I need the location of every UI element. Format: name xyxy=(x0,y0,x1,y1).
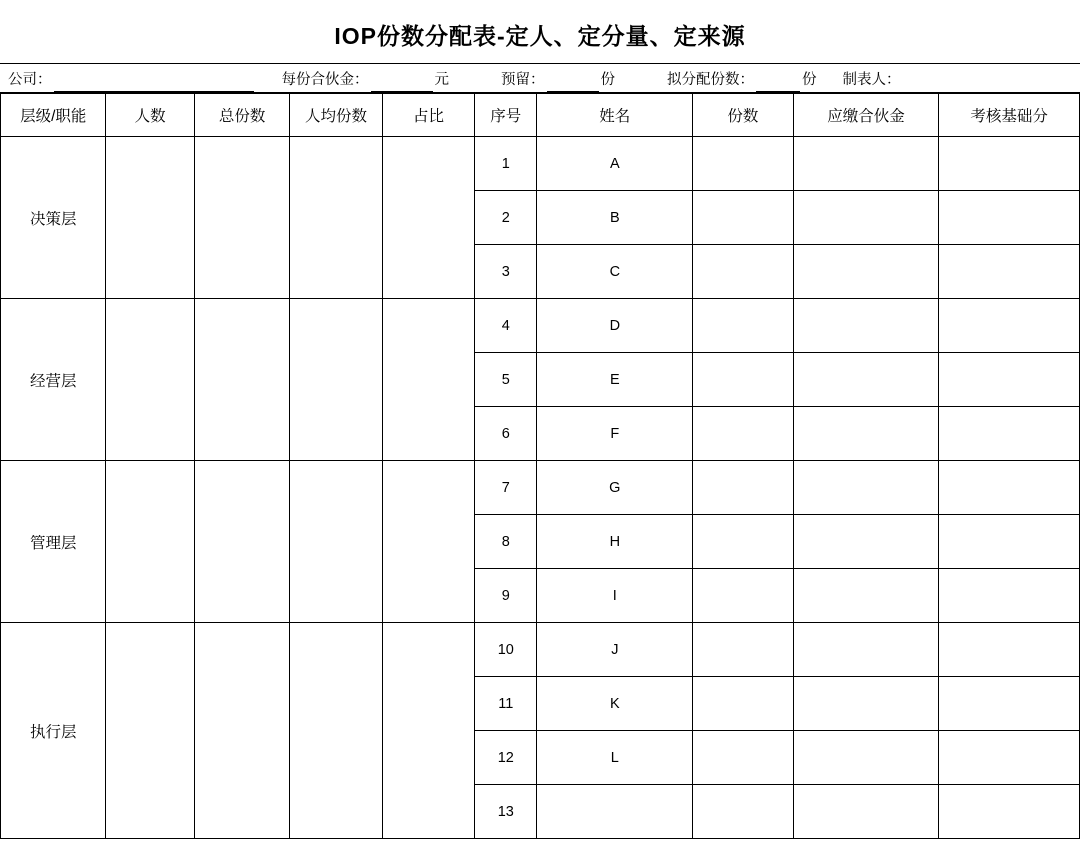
table-row xyxy=(1,299,1080,353)
header-name: 姓名 xyxy=(537,94,693,137)
header-total-shares: 总份数 xyxy=(194,94,289,137)
score-cell[interactable] xyxy=(939,137,1080,191)
header-level: 层级/职能 xyxy=(1,94,106,137)
shares-cell[interactable] xyxy=(693,137,793,191)
name-cell[interactable]: E xyxy=(537,353,693,407)
shares-cell[interactable] xyxy=(693,569,793,623)
company-input[interactable] xyxy=(54,74,254,92)
planned-field[interactable] xyxy=(667,68,817,92)
level-cell-operation: 经营层 xyxy=(1,299,106,461)
table-body xyxy=(1,137,1080,839)
fee-cell[interactable] xyxy=(793,461,939,515)
name-cell[interactable]: F xyxy=(537,407,693,461)
ratio-cell-management[interactable] xyxy=(382,461,474,623)
header-ratio: 占比 xyxy=(382,94,474,137)
shares-cell[interactable] xyxy=(693,623,793,677)
fee-cell[interactable] xyxy=(793,137,939,191)
avg-shares-cell-decision[interactable] xyxy=(290,137,382,299)
count-cell-execution[interactable] xyxy=(106,623,194,839)
fee-cell[interactable] xyxy=(793,677,939,731)
fee-cell[interactable] xyxy=(793,569,939,623)
planned-input[interactable] xyxy=(756,74,800,92)
total-shares-cell-operation[interactable] xyxy=(194,299,289,461)
shares-cell[interactable] xyxy=(693,407,793,461)
score-cell[interactable] xyxy=(939,785,1080,839)
score-cell[interactable] xyxy=(939,299,1080,353)
shares-cell[interactable] xyxy=(693,677,793,731)
company-field[interactable] xyxy=(8,68,256,92)
seq-cell: 9 xyxy=(475,569,537,623)
reserved-unit: 份 xyxy=(600,72,615,88)
header-shares: 份数 xyxy=(693,94,793,137)
shares-cell[interactable] xyxy=(693,245,793,299)
name-cell[interactable]: L xyxy=(537,731,693,785)
name-cell[interactable]: B xyxy=(537,191,693,245)
preparer-field[interactable] xyxy=(843,68,901,92)
header-count: 人数 xyxy=(106,94,194,137)
avg-shares-cell-management[interactable] xyxy=(290,461,382,623)
score-cell[interactable] xyxy=(939,407,1080,461)
total-shares-cell-decision[interactable] xyxy=(194,137,289,299)
score-cell[interactable] xyxy=(939,245,1080,299)
score-cell[interactable] xyxy=(939,623,1080,677)
seq-cell: 7 xyxy=(475,461,537,515)
header-fee: 应缴合伙金 xyxy=(793,94,939,137)
avg-shares-cell-execution[interactable] xyxy=(290,623,382,839)
fee-cell[interactable] xyxy=(793,245,939,299)
header-avg-shares: 人均份数 xyxy=(290,94,382,137)
total-shares-cell-management[interactable] xyxy=(194,461,289,623)
reserved-input[interactable] xyxy=(547,74,599,92)
score-cell[interactable] xyxy=(939,677,1080,731)
fee-cell[interactable] xyxy=(793,191,939,245)
level-cell-decision: 决策层 xyxy=(1,137,106,299)
name-cell[interactable]: I xyxy=(537,569,693,623)
seq-cell: 1 xyxy=(475,137,537,191)
name-cell[interactable] xyxy=(537,785,693,839)
company-label: 公司： xyxy=(8,72,52,88)
header-seq: 序号 xyxy=(475,94,537,137)
fee-cell[interactable] xyxy=(793,299,939,353)
table-row xyxy=(1,461,1080,515)
planned-unit: 份 xyxy=(802,72,817,88)
seq-cell: 11 xyxy=(475,677,537,731)
shares-cell[interactable] xyxy=(693,191,793,245)
score-cell[interactable] xyxy=(939,515,1080,569)
name-cell[interactable]: D xyxy=(537,299,693,353)
fee-cell[interactable] xyxy=(793,785,939,839)
table-header-row xyxy=(1,94,1080,137)
planned-label: 拟分配份数： xyxy=(667,72,754,88)
count-cell-decision[interactable] xyxy=(106,137,194,299)
score-cell[interactable] xyxy=(939,191,1080,245)
allocation-table xyxy=(0,93,1080,839)
per-share-input[interactable] xyxy=(371,74,433,92)
shares-cell[interactable] xyxy=(693,299,793,353)
shares-cell[interactable] xyxy=(693,515,793,569)
name-cell[interactable]: G xyxy=(537,461,693,515)
name-cell[interactable]: K xyxy=(537,677,693,731)
per-share-unit: 元 xyxy=(434,72,449,88)
seq-cell: 2 xyxy=(475,191,537,245)
name-cell[interactable]: A xyxy=(537,137,693,191)
preparer-label: 制表人： xyxy=(842,72,901,88)
reserved-field[interactable] xyxy=(501,68,615,92)
header-score: 考核基础分 xyxy=(939,94,1080,137)
meta-row xyxy=(0,63,1080,93)
shares-cell[interactable] xyxy=(693,731,793,785)
shares-cell[interactable] xyxy=(693,785,793,839)
fee-cell[interactable] xyxy=(793,407,939,461)
fee-cell[interactable] xyxy=(793,515,939,569)
count-cell-management[interactable] xyxy=(106,461,194,623)
score-cell[interactable] xyxy=(939,731,1080,785)
score-cell[interactable] xyxy=(939,461,1080,515)
count-cell-operation[interactable] xyxy=(106,299,194,461)
fee-cell[interactable] xyxy=(793,623,939,677)
seq-cell: 8 xyxy=(475,515,537,569)
seq-cell: 12 xyxy=(475,731,537,785)
ratio-cell-decision[interactable] xyxy=(382,137,474,299)
score-cell[interactable] xyxy=(939,569,1080,623)
per-share-label: 每份合伙金： xyxy=(281,72,369,88)
per-share-field[interactable] xyxy=(282,68,450,92)
ratio-cell-execution[interactable] xyxy=(382,623,474,839)
seq-cell: 3 xyxy=(475,245,537,299)
name-cell[interactable]: C xyxy=(537,245,693,299)
level-cell-management: 管理层 xyxy=(1,461,106,623)
seq-cell: 4 xyxy=(475,299,537,353)
table-row xyxy=(1,137,1080,191)
avg-shares-cell-operation[interactable] xyxy=(290,299,382,461)
total-shares-cell-execution[interactable] xyxy=(194,623,289,839)
seq-cell: 5 xyxy=(475,353,537,407)
fee-cell[interactable] xyxy=(793,353,939,407)
seq-cell: 10 xyxy=(475,623,537,677)
table-row xyxy=(1,623,1080,677)
fee-cell[interactable] xyxy=(793,731,939,785)
seq-cell: 13 xyxy=(475,785,537,839)
name-cell[interactable]: H xyxy=(537,515,693,569)
shares-cell[interactable] xyxy=(693,353,793,407)
name-cell[interactable]: J xyxy=(537,623,693,677)
seq-cell: 6 xyxy=(475,407,537,461)
score-cell[interactable] xyxy=(939,353,1080,407)
shares-cell[interactable] xyxy=(693,461,793,515)
ratio-cell-operation[interactable] xyxy=(382,299,474,461)
level-cell-execution: 执行层 xyxy=(1,623,106,839)
reserved-label: 预留： xyxy=(501,72,545,88)
page-title: IOP份数分配表-定人、定分量、定来源 xyxy=(334,23,746,49)
